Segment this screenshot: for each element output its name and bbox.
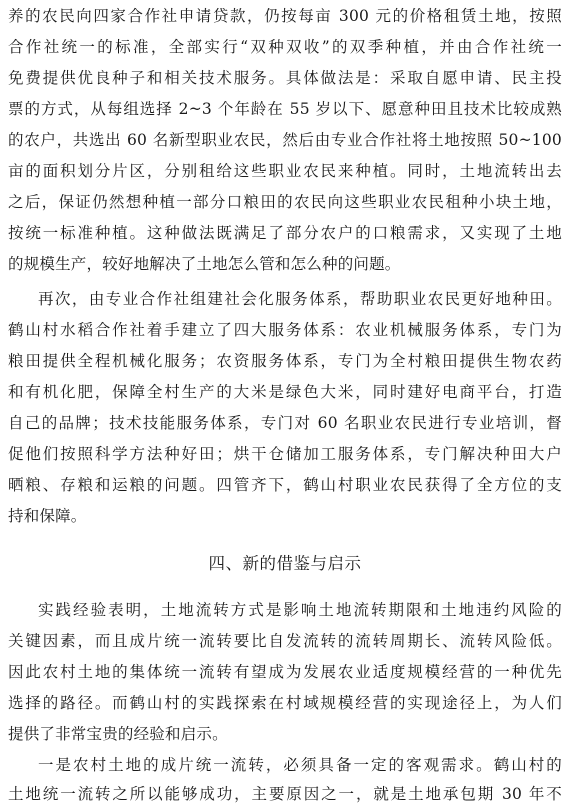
text-line: 合作社统一的标准，全部实行“双种双收”的双季种植，并由合作社统一: [8, 38, 562, 56]
text-line: 再次，由专业合作社组建社会化服务体系，帮助职业农民更好地种田。: [38, 290, 562, 308]
text-line: 关键因素，而且成片统一流转要比自发流转的流转周期长、流转风险低。: [8, 632, 562, 650]
text-line: 持和保障。: [8, 507, 87, 525]
text-line: 的规模生产，较好地解决了土地怎么管和怎么种的问题。: [8, 255, 401, 273]
text-line: 亩的面积划分片区，分别租给这些职业农民来种植。同时，土地流转出去: [8, 162, 562, 180]
text-line: 按统一标准种植。这种做法既满足了部分农户的口粮需求，又实现了土地: [8, 224, 562, 242]
text-line: 之后，保证仍然想种植一部分口粮田的农民向这些职业农民租种小块土地，: [8, 193, 562, 211]
text-line: 养的农民向四家合作社申请贷款，仍按每亩 300 元的价格租赁土地，按照: [8, 7, 562, 25]
text-line: 一是农村土地的成片统一流转，必须具备一定的客观需求。鹤山村的: [38, 756, 562, 774]
text-line: 鹤山村水稻合作社着手建立了四大服务体系：农业机械服务体系，专门为: [8, 321, 562, 339]
text-line: 提供了非常宝贵的经验和启示。: [8, 725, 228, 743]
text-line: 促他们按照科学方法种好田；烘干仓储加工服务体系，专门解决种田大户: [8, 445, 562, 463]
text-line: 土地统一流转之所以能够成功，主要原因之一，就是土地承包期 30 年不: [8, 785, 562, 803]
text-line: 粮田提供全程机械化服务；农资服务体系，专门为全村粮田提供生物农药: [8, 352, 562, 370]
text-line: 和有机化肥，保障全村生产的大米是绿色大米，同时建好电商平台，打造: [8, 383, 562, 401]
section-heading: 四、新的借鉴与启示: [208, 554, 362, 573]
text-line: 晒粮、存粮和运粮的问题。四管齐下，鹤山村职业农民获得了全方位的支: [8, 476, 562, 494]
text-line: 免费提供优良种子和相关技术服务。具体做法是：采取自愿申请、民主投: [8, 69, 562, 87]
text-line: 实践经验表明，土地流转方式是影响土地流转期限和土地违约风险的: [38, 601, 562, 619]
text-line: 票的方式，从每组选择 2~3 个年龄在 55 岁以下、愿意种田且技术比较成熟: [8, 100, 562, 118]
text-line: 选择的路径。而鹤山村的实践探索在村域规模经营的实现途径上，为人们: [8, 694, 562, 712]
text-line: 的农户，共选出 60 名新型职业农民，然后由专业合作社将土地按照 50~100: [8, 131, 562, 149]
text-line: 因此农村土地的集体统一流转有望成为发展农业适度规模经营的一种优先: [8, 663, 562, 681]
text-line: 自己的品牌；技术技能服务体系，专门对 60 名职业农民进行专业培训，督: [8, 414, 562, 432]
